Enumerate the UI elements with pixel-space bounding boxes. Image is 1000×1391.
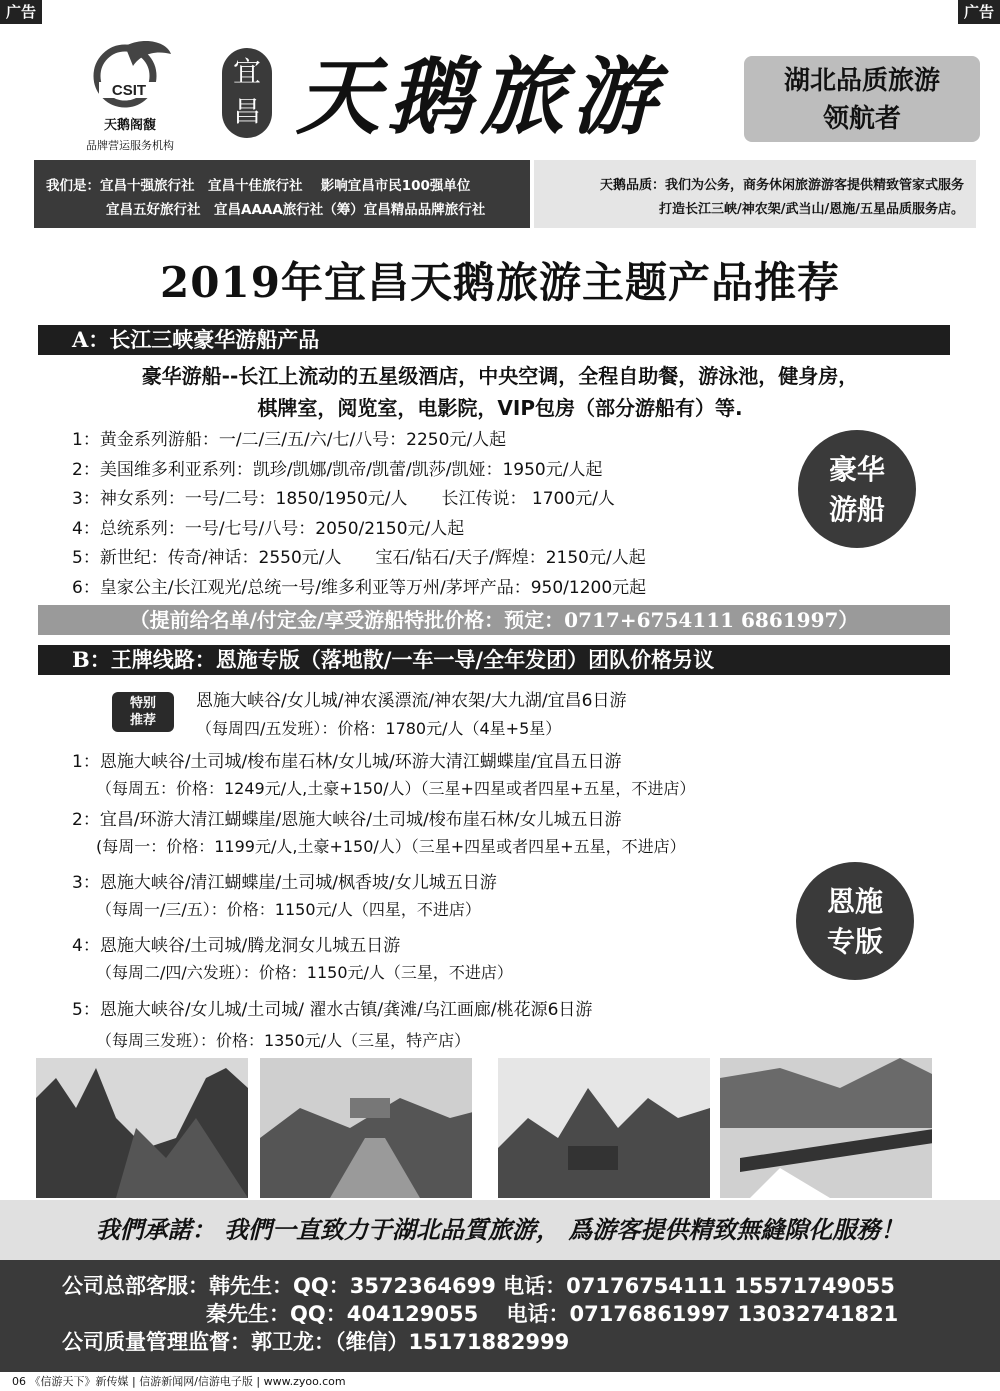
cruise-badge-line-2: 游船: [828, 493, 885, 526]
ad-label-left: 广告: [0, 0, 42, 24]
photo-gorge-cliffs: [36, 1058, 248, 1198]
special-route-detail: （每周四/五发班）：价格：1780元/人（4星+5星）: [196, 719, 562, 738]
page-title: 2019年宜昌天鹅旅游主题产品推荐: [160, 258, 840, 307]
contact-row-2: 秦先生：QQ：404129055 电话：07176861997 13032741821: [206, 1302, 899, 1326]
cruise-item-6: 6：皇家公主/长江观光/总统一号/维多利亚等万州/茅坪产品：950/1200元起: [72, 578, 647, 598]
section-b-header: B：王牌线路：恩施专版（落地散/一车一导/全年发团）团队价格另议: [38, 645, 950, 675]
quality-panel: [534, 160, 976, 228]
cruise-item-2: 2：美国维多利亚系列：凯珍/凯娜/凯帝/凯蕾/凯莎/凯娅：1950元/人起: [72, 460, 603, 480]
contact-row-3: 公司质量管理监督：郭卫龙：（维信）15171882999: [62, 1330, 570, 1354]
route-1-title: 1：恩施大峡谷/土司城/梭布崖石林/女儿城/环游大清江蝴蝶崖/宜昌五日游: [72, 752, 622, 772]
company-logo: [60, 30, 200, 150]
enshi-badge-line-1: 恩施: [826, 885, 883, 918]
contact-footer: [0, 1260, 1000, 1372]
city-char-2: 昌: [232, 95, 261, 128]
ad-label-right: 广告: [958, 0, 1000, 24]
logo-subtitle: 品牌营运服务机构: [86, 139, 174, 152]
contact-row-1: 公司总部客服：韩先生：QQ：3572364699 电话：07176754111 15571749055: [62, 1274, 895, 1298]
quality-row-1: 天鹅品质：我们为公务，商务休闲旅游游客提供精致管家式服务: [599, 178, 964, 193]
special-tag: [112, 692, 174, 732]
swan-logo-icon: [85, 36, 175, 108]
credentials-row-2: 宜昌五好旅行社 宜昌AAAA旅行社（筹）宜昌精品品牌旅行社: [106, 202, 486, 218]
logo-script-text: 天鹅阁馥: [103, 118, 156, 133]
route-3-detail: （每周一/三/五）：价格：1150元/人（四星，不进店）: [96, 900, 481, 919]
enshi-badge-line-2: 专版: [826, 925, 883, 958]
slogan-line-2: 领航者: [822, 104, 901, 134]
route-2-detail: (每周一：价格：1199元/人,土豪+150/人）（三星+四星或者四星+五星，不进店）: [96, 837, 686, 856]
page-footer: [0, 1372, 1000, 1391]
cruise-item-4: 4：总统系列：一号/七号/八号：2050/2150元/人起: [72, 519, 465, 539]
photo-three-gorges-dam: [720, 1058, 932, 1198]
enshi-badge: [796, 862, 914, 980]
route-4-title: 4：恩施大峡谷/土司城/腾龙洞女儿城五日游: [72, 936, 401, 956]
city-char-1: 宜: [232, 55, 261, 88]
page-footer-text: 06 《信游天下》新传媒 | 信游新闻网/信游电子版 | www.zyoo.com: [12, 1375, 346, 1388]
photo-tusi-castle: [260, 1058, 472, 1198]
credentials-panel: [34, 160, 530, 228]
quality-row-2: 打造长江三峡/神农架/武当山/恩施/五星品质服务店。: [659, 202, 964, 217]
section-a-header: A：长江三峡豪华游船产品: [38, 325, 950, 355]
promise-banner: 我們承諾： 我們一直致力于湖北品質旅游， 爲游客提供精致無縫隙化服務！: [0, 1200, 1000, 1260]
route-3-title: 3：恩施大峡谷/清江蝴蝶崖/土司城/枫香坡/女儿城五日游: [72, 873, 497, 893]
svg-text:CSIT: CSIT: [111, 82, 147, 99]
photo-misty-peaks: [498, 1058, 710, 1198]
city-badge: [222, 48, 272, 138]
cruise-item-5: 5：新世纪：传奇/神话：2550元/人 宝石/钻石/天子/辉煌：2150元/人起: [72, 548, 646, 568]
special-tag-line-1: 特别: [129, 696, 156, 711]
cruise-item-1: 1：黄金系列游船：一/二/三/五/六/七/八号：2250元/人起: [72, 430, 507, 450]
section-a-intro-2: 棋牌室，阅览室，电影院，VIP包房（部分游船有）等.: [257, 396, 743, 420]
slogan-line-1: 湖北品质旅游: [783, 66, 940, 96]
cruise-badge-line-1: 豪华: [828, 453, 885, 486]
credentials-row-1: 我们是：宜昌十强旅行社 宜昌十佳旅行社 影响宜昌市民100强单位: [46, 178, 471, 194]
slogan-box: [744, 56, 980, 142]
special-tag-line-2: 推荐: [129, 713, 156, 728]
route-2-title: 2：宜昌/环游大清江蝴蝶崖/恩施大峡谷/土司城/梭布崖石林/女儿城五日游: [72, 810, 622, 830]
cruise-badge: [798, 430, 916, 548]
brand-title: 天鹅旅游: [296, 47, 665, 146]
route-1-detail: （每周五：价格：1249元/人,土豪+150/人）（三星+四星或者四星+五星，不进店）: [96, 779, 696, 798]
booking-bar: （提前给名单/付定金/享受游船特批价格：预定：0717+6754111 6861997）: [38, 605, 950, 635]
special-route-title: 恩施大峡谷/女儿城/神农溪漂流/神农架/大九湖/宜昌6日游: [196, 691, 627, 711]
cruise-item-3: 3：神女系列：一号/二号：1850/1950元/人 长江传说： 1700元/人: [72, 489, 615, 509]
route-5-detail: （每周三发班）：价格：1350元/人（三星，特产店）: [96, 1031, 471, 1050]
route-4-detail: （每周二/四/六发班）：价格：1150元/人（三星，不进店）: [96, 963, 513, 982]
route-5-title: 5：恩施大峡谷/女儿城/土司城/ 濯水古镇/龚滩/乌江画廊/桃花源6日游: [72, 1000, 593, 1020]
section-a-intro-1: 豪华游船--长江上流动的五星级酒店，中央空调，全程自助餐，游泳池，健身房，: [141, 364, 859, 388]
